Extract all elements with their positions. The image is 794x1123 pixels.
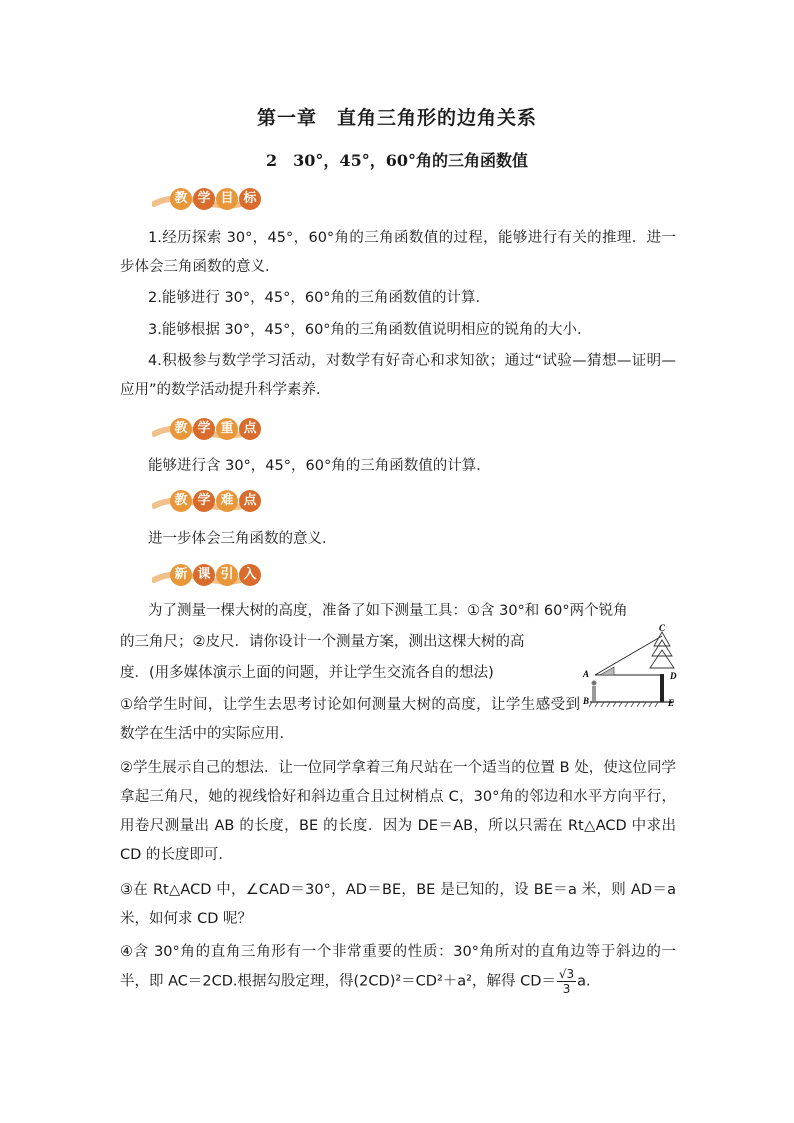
label-a: A (583, 669, 590, 679)
badge-char: 学 (193, 418, 215, 440)
intro-line-1: 为了测量一棵大树的高度，准备了如下测量工具：①含 30°和 60°两个锐角 (148, 603, 628, 619)
intro-step-2: ②学生展示自己的想法．让一位同学拿着三角尺站在一个适当的位置 B 处，使这位同学拿起三角尺，她的视线恰好和斜边重合且过树梢点 C，30°角的邻边和水平方向平行，用卷尺测量出 AB 的长度，BE 的长度．因为 DE＝AB，所以只需在 Rt△ACD 中求出 CD 的长度即可． (120, 760, 676, 863)
badge-char: 教 (170, 418, 192, 440)
intro-badge (152, 562, 257, 588)
badge-char: 目 (216, 188, 238, 210)
fraction-denominator: 3 (562, 982, 571, 996)
label-c: C (659, 623, 666, 633)
badge-char: 点 (239, 418, 261, 440)
section-title: 2 30°，45°，60°角的三角函数值 (266, 151, 528, 170)
badge-char: 新 (170, 564, 192, 586)
key-badge (152, 416, 257, 442)
intro-step-1: ①给学生时间，让学生去思考讨论如何测量大树的高度，让学生感受到数学在生活中的实际应用． (120, 697, 580, 742)
badge-char: 标 (239, 188, 261, 210)
intro-step-4-tail: a. (577, 973, 591, 990)
goals-badge (152, 186, 257, 212)
intro-step-3: ③在 Rt△ACD 中，∠CAD＝30°，AD＝BE，BE 是已知的，设 BE＝a 米，则 AD＝a 米，如何求 CD 呢？ (120, 882, 676, 927)
intro-step-4 (120, 938, 676, 997)
badge-char: 难 (216, 490, 238, 512)
badge-char: 引 (216, 564, 238, 586)
fraction (557, 967, 576, 996)
tree-measurement-figure (582, 622, 682, 712)
badge-char: 入 (239, 564, 261, 586)
fraction-numerator: √3 (558, 967, 575, 981)
badge-char: 重 (216, 418, 238, 440)
badge-char: 课 (193, 564, 215, 586)
goal-1: 1.经历探索 30°，45°，60°角的三角函数值的过程，能够进行有关的推理．进一步体会三角函数的意义． (120, 230, 676, 275)
difficulty-text: 进一步体会三角函数的意义． (148, 531, 337, 547)
difficulty-badge (152, 488, 257, 514)
chapter-title: 第一章 直角三角形的边角关系 (256, 107, 537, 129)
key-point-text: 能够进行含 30°，45°，60°角的三角函数值的计算． (148, 458, 491, 474)
intro-line-2: 的三角尺；②皮尺．请你设计一个测量方案，测出这棵大树的高 (120, 634, 525, 650)
badge-char: 学 (193, 490, 215, 512)
goal-2: 2.能够进行 30°，45°，60°角的三角函数值的计算． (148, 290, 491, 306)
badge-char: 教 (170, 490, 192, 512)
goal-4: 4.积极参与数学学习活动，对数学有好奇心和求知欲；通过“试验—猜想—证明—应用”的数学活动提升科学素养． (120, 353, 676, 398)
label-b: B (583, 696, 590, 706)
label-d: D (670, 671, 677, 681)
goal-3: 3.能够根据 30°，45°，60°角的三角函数值说明相应的锐角的大小． (148, 322, 592, 338)
badge-char: 学 (193, 188, 215, 210)
intro-step-4-text: ④含 30°角的直角三角形有一个非常重要的性质：30°角所对的直角边等于斜边的一半，即 AC＝2CD.根据勾股定理，得(2CD)²＝CD²＋a²，解得 CD＝ (120, 944, 676, 990)
intro-line-3: 度．(用多媒体演示上面的问题，并让学生交流各自的想法) (120, 665, 494, 681)
badge-char: 教 (170, 188, 192, 210)
label-e: E (668, 698, 675, 708)
badge-char: 点 (239, 490, 261, 512)
